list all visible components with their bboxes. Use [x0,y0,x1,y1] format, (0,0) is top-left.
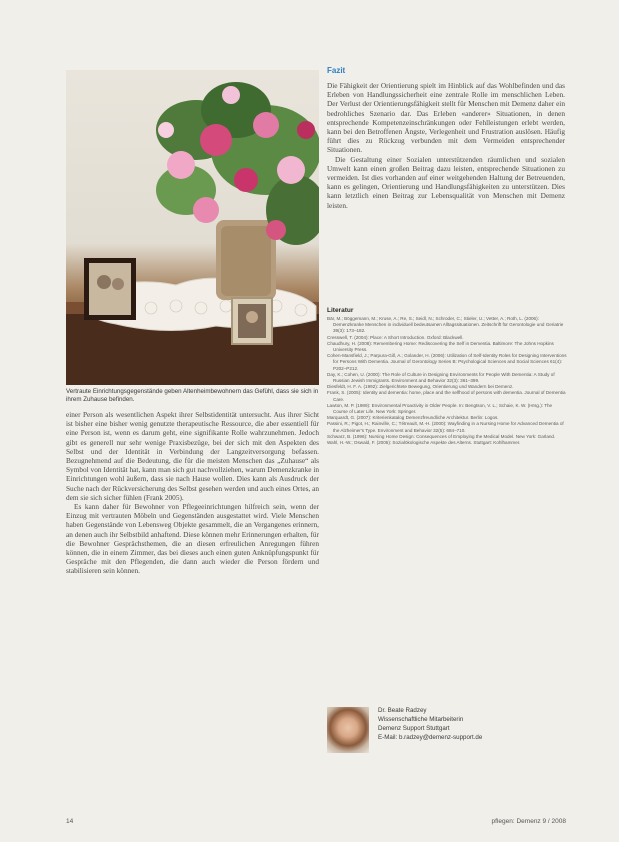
fazit-text [327,81,565,210]
paragraph: Es kann daher für Bewohner von Pflegeeinrichtungen hilfreich sein, wenn der Einzug mit vertrauten Möbeln und Gegenständen ausgestattet wird. Viele Menschen haben Gegenstände von Lebensweg Objekte gesammelt, die an Vergangenes erinnern, an denen auch ihr Selbstbild anhaftend. Diese können mehr Erinnerungen erhalten, für die Bewohner Gesprächsthemen, die an diesen erfreulichen Anregungen führen können, die in einem Zimmer, das bei dieses auch einen guten Anknüpfungspunkt für Gespräche mit den Pflegenden, die dann auch wieder die Person fördern und stabilisieren sein können. [66,502,319,576]
literature-entry: Day, K.; Cohen, U. (2000): The Role of Culture in Designing Environments for People With Dementia: A Study of Russian Jewish Immigrants. Environment and Behavior 32(3): 361–399. [327,371,555,384]
literature-entry: Diesfeldt, H. F. A. (1992): Zielgerichtete Bewegung, Orientierung und Wandern bei Demenz. [327,384,514,390]
author-portrait [327,707,369,753]
literature-entry: Bär, M.; Böggemann, M.; Kruse, A.; Re, S.; Seidl, N.; Schroder, C.; Stieler, U.; Vetter, A.; Roth, L. (2006): Demenzkranke Menschen in individuell bedeutsamen Alltagssituationen. Zeitschrift für Gerontologie und Geriatrie 39(3): 173–182. [327,316,564,334]
left-column-text [66,410,319,576]
literature-entry: Passini, R.; Pigot, H.; Rainville, C.; Tétreault, M.-H. (2000): Wayfinding in a Nursing Home for Advanced Dementia of the Alzheimer's Type. Environment and Behavior 32(5): 684–710. [327,421,564,433]
literature-list [327,316,567,446]
literature-entry: Cresswell, T. (2004): Place: A Short Introduction. Oxford: Blackwell. [327,334,464,340]
section-heading-fazit: Fazit [327,66,346,75]
author-role: Wissenschaftliche Mitarbeiterin [378,716,464,723]
photo-illustration [66,70,319,385]
literature-entry: Marquardt, G. (2007): Kriterienkatalog Demenzfreundliche Architektur. Berlin: Logos. [327,415,499,421]
author-organization: Demenz Support Stuttgart [378,725,450,732]
photo-caption: Vertraute Einrichtungsgegenstände geben Altenheimbewohnern das Gefühl, dass sie sich in ihrem Zuhause befinden. [66,388,319,403]
paragraph: Die Fähigkeit der Orientierung spielt im Hinblick auf das Wohlbefinden und das Erleben von Handlungssicherheit eine zentrale Rolle im menschlichen Leben. Der Verlust der Orientierungsfähigkeit stellt für Menschen mit Demenz daher ein bedrohliches Szenario dar. Das Erleben «anderer» Situationen, in denen entsprechende Kompetenzeinschränkungen oder Fehlleistungen erlebt werden, kann bei den Betroffenen Ängste, Verlegenheit und Frustration auslösen. Häufig führt dies zu Rückzug verbunden mit dem Vermeiden entsprechender Situationen. [327,81,565,155]
paragraph: einer Person als wesentlichen Aspekt ihrer Selbstidentität untersucht. Aus ihrer Sicht ist bisher eine bisher wenig genutzte therapeutische Ressource, die aber essentiell für eine Person ist, wenn es darum geht, eine signifikante Rolle wahrzunehmen. Jedoch gibt es generell nur sehr wenige Praxisbezüge, bei der sich mit den Aspekten des Selbst und der Identität in Verbindung der Langzeitversorgung befassen. Bezugnehmend auf die Bedeutung, die für die meisten Menschen das „Zuhause“ als Symbol von Identität hat, kann man sich gut nachvollziehen, warum Demenzkranke in Einrichtungen wohl äußern, dass sie nach Hause wollen. Dies kann als Ausdruck der Suche nach der Rückversicherung des Selbst gesehen werden und auch eines Ortes, an dem sie sich sicher fühlen (Frank 2005). [66,410,319,502]
literature-entry: Chaudhury, H. (2008): Remembering Home: Rediscovering the Self in Dementia. Baltimore: The Johns Hopkins University Press. [327,340,554,353]
author-name: Dr. Beate Radzey [378,707,427,714]
literature-entry: Cohen-Mansfield, J.; Parpura-Gill, A.; Golander, H. (2006): Utilization of Self-Identity Roles for Designing Interventions for Persons With Dementia. Journal of Gerontology Series B: Psychological Sciences and Social Sciences 61(4): P202–P212. [327,353,567,371]
literature-entry: Wahl, H.-W.; Oswald, F. (2005): Sozialökologische Aspekte des Alterns. Stuttgart: Kohlhammer. [327,440,521,446]
literature-entry: Schwarz, B. (1996): Nursing Home Design: Consequences of Employing the Medical Model. New York: Garland. [327,433,556,439]
literature-entry: Lawton, M. P. (1989): Environmental Proactivity in Older People. In: Bengtson, V. L.; Schaie, K. W. (Hrsg.): The Course of Later Life. New York: Springer. [327,402,553,415]
literature-entry: Frank, S. (2005): Identity and dementia: home, place and the selfhood of persons with dementia. Journal of Dementia Care. [327,390,566,402]
author-block [378,706,482,742]
right-column [327,66,565,210]
author-email[interactable]: E-Mail: b.radzey@demenz-support.de [378,734,483,741]
article-photo [66,70,319,385]
page-number: 14 [66,818,74,825]
paragraph: Die Gestaltung einer Sozialen unterstützenden räumlichen und sozialen Umwelt kann einen großen Beitrag dazu leisten, entsprechende Situationen zu vermeiden. Ist dies vorhanden auf einer weitgehenden Haltung der Betreuenden, kann es gelingen, Orientierung und Handlungsfähigkeiten zu unterstützen. Dies kann letztlich einen Beitrag zur Lebensqualität von Menschen mit Demenz leisten. [327,154,565,210]
publication-info: pflegen: Demenz 9 / 2008 [491,818,566,825]
literature-heading: Literatur [327,307,354,314]
